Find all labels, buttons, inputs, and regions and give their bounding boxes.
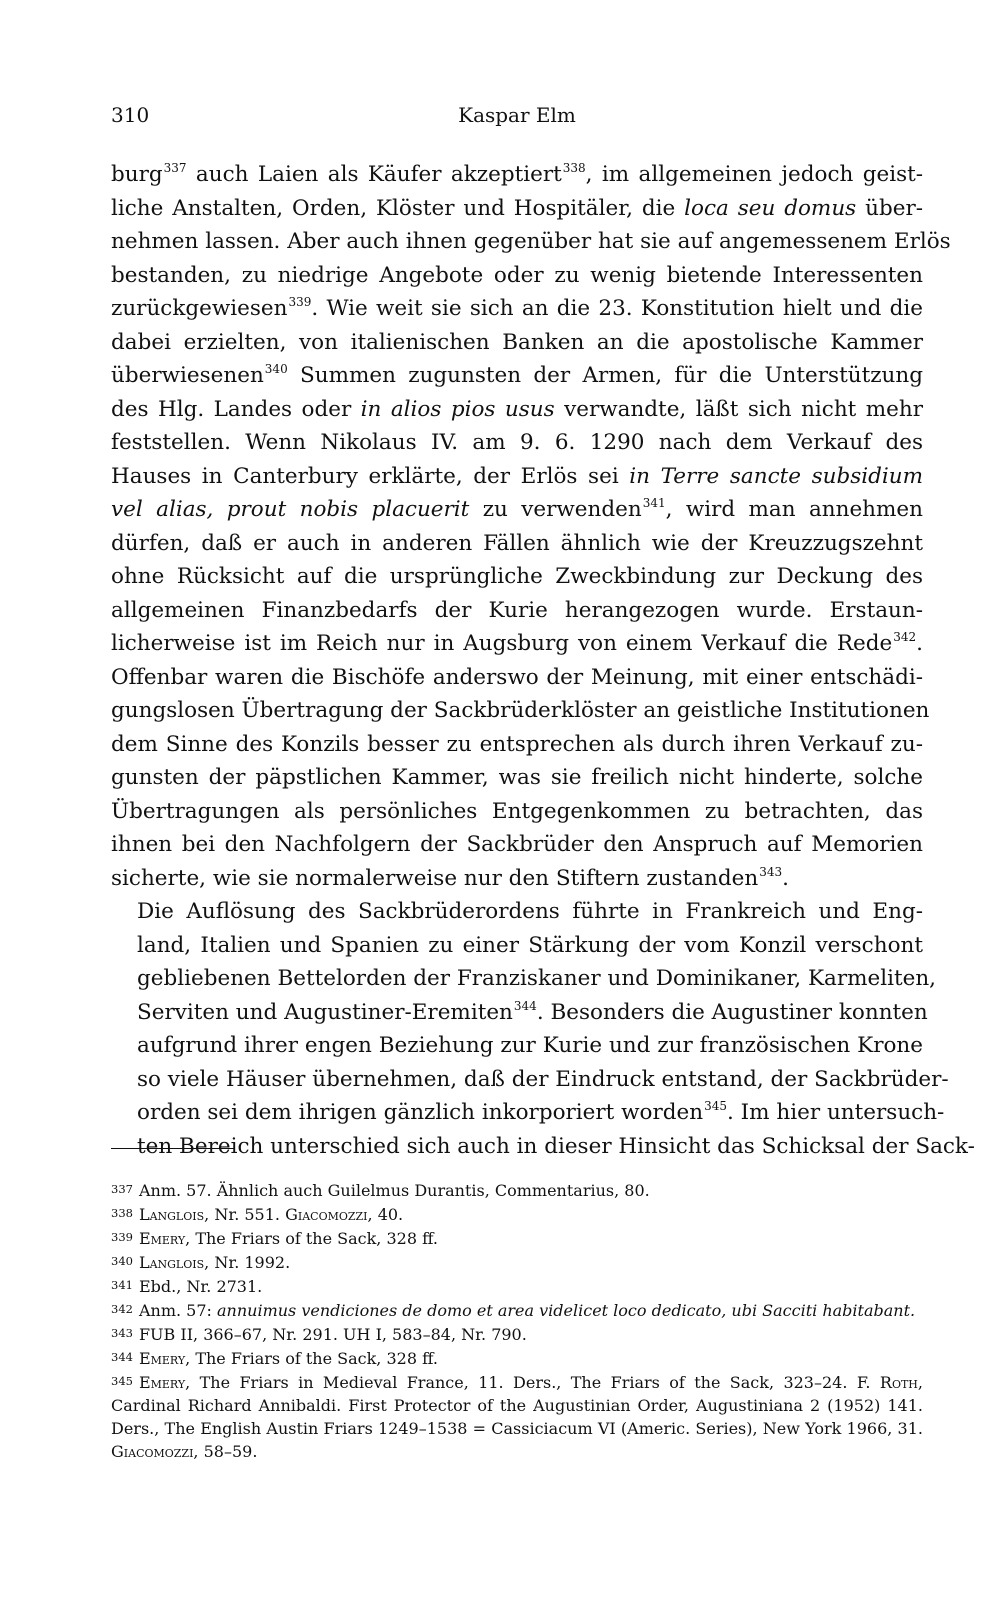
footnote-number: 343	[111, 1326, 133, 1340]
footnote-number: 338	[111, 1206, 133, 1220]
text-run: zu verwenden	[469, 497, 642, 522]
italic-text: annuimus vendiciones de domo et area videlicet loco dedicato, ubi Sacciti habitabant.	[217, 1301, 916, 1320]
footnote-reference[interactable]: 344	[513, 998, 537, 1013]
running-title: Kaspar Elm	[458, 103, 576, 127]
text-line	[111, 326, 923, 360]
text-run: , 58–59.	[193, 1442, 258, 1461]
footnote-separator	[111, 1148, 235, 1149]
footnote-reference[interactable]: 341	[642, 496, 666, 510]
footnote-345	[111, 1370, 923, 1463]
text-run: , Nr. 1992.	[204, 1253, 291, 1272]
text-line	[111, 862, 923, 896]
text-run: dem Sinne des Konzils besser zu entsprechen als durch ihren Verkauf zu-	[111, 731, 923, 757]
text-run: , The Friars of the Sack, 328 ff.	[185, 1229, 438, 1248]
text-run: . Besonders die Augustiner konnten	[536, 999, 928, 1025]
text-line	[111, 225, 951, 259]
italic-text: loca seu domus	[684, 195, 857, 221]
text-line	[111, 694, 930, 728]
text-run: .	[782, 865, 789, 891]
footnote-339	[111, 1226, 923, 1250]
text-line	[111, 929, 923, 963]
text-run: sicherte, wie sie normalerweise nur den Stiftern zustanden	[111, 865, 759, 891]
text-line	[111, 795, 923, 829]
footnote-reference[interactable]: 342	[893, 630, 917, 644]
text-run: verwandte, läßt sich nicht mehr	[554, 396, 923, 422]
author-name: Emery	[138, 1229, 186, 1248]
footnote-reference[interactable]: 343	[759, 864, 783, 879]
text-run: , Cardinal Richard Annibaldi. First Protector of the Augustinian Order, Augustiniana 2 (1952) 141. Ders., The English Austin Friars 1249–1538 = Cassiciacum VI (Americ. Series), New York 1966, 31.	[111, 1373, 923, 1438]
text-run: orden sei dem ihrigen gänzlich inkorporiert worden	[137, 1100, 704, 1125]
text-run: FUB II, 366–67, Nr. 291. UH I, 583–84, Nr. 790.	[138, 1325, 527, 1344]
text-run: Summen zugunsten der Armen, für die Unterstützung	[287, 363, 923, 388]
footnote-343	[111, 1322, 923, 1346]
footnote-reference[interactable]: 338	[562, 161, 586, 175]
text-run: Ebd., Nr. 2731.	[138, 1277, 263, 1296]
text-run: ihnen bei den Nachfolgern der Sackbrüder den Anspruch auf Memorien	[111, 832, 923, 857]
text-line	[111, 1130, 975, 1164]
footnote-337	[111, 1178, 923, 1202]
text-run: aufgrund ihrer engen Beziehung zur Kurie und zur französischen Krone	[137, 1033, 923, 1058]
italic-text: in alios pios usus	[360, 396, 555, 422]
text-line	[111, 460, 923, 494]
text-run: Offenbar waren die Bischöfe anderswo der Meinung, mit einer entschädi-	[111, 664, 923, 690]
text-run: burg	[111, 162, 163, 187]
text-line	[111, 560, 923, 594]
text-run: liche Anstalten, Orden, Klöster und Hospitäler, die	[111, 195, 685, 221]
text-run: nehmen lassen. Aber auch ihnen gegenüber hat sie auf angemessenem Erlös	[111, 229, 951, 254]
text-line	[111, 359, 923, 393]
footnote-number: 342	[111, 1302, 133, 1316]
text-run: , The Friars of the Sack, 328 ff.	[185, 1349, 438, 1368]
text-line	[111, 493, 923, 527]
text-run: des Hlg. Landes oder	[111, 396, 361, 422]
text-line	[111, 895, 923, 929]
footnote-340	[111, 1250, 923, 1274]
text-run: Die Auflösung des Sackbrüderordens führte in Frankreich und Eng-	[137, 899, 923, 924]
text-line	[111, 962, 937, 996]
footnote-number: 339	[111, 1230, 133, 1244]
text-run: , 40.	[367, 1205, 404, 1224]
paragraph-2	[111, 895, 975, 1163]
text-line	[111, 728, 923, 762]
text-run: ten Bereich unterschied sich auch in dieser Hinsicht das Schicksal der Sack-	[137, 1133, 975, 1159]
italic-text: in Terre sancte subsidium	[629, 463, 923, 489]
text-run: . Wie weit sie sich an die 23. Konstitution hielt und die	[311, 296, 923, 321]
author-name: Giacomozzi	[111, 1442, 194, 1461]
text-line	[111, 527, 923, 561]
text-run: Übertragungen als persönliches Entgegenkommen zu betrachten, das	[111, 798, 923, 824]
text-line	[111, 1096, 945, 1130]
text-run: licherweise ist im Reich nur in Augsburg von einem Verkauf die Rede	[111, 631, 893, 656]
text-line	[111, 158, 923, 192]
text-run: gebliebenen Bettelorden der Franziskaner und Dominikaner, Karmeliten,	[137, 966, 937, 991]
text-run: über-	[856, 195, 923, 221]
text-line	[111, 1063, 949, 1097]
footnotes	[111, 1178, 923, 1463]
text-run: bestanden, zu niedrige Angebote oder zu wenig bietende Interessenten	[111, 262, 923, 288]
text-line	[111, 259, 923, 293]
italic-text: vel alias, prout nobis placuerit	[111, 497, 470, 522]
footnote-341	[111, 1274, 923, 1298]
text-line	[111, 292, 923, 326]
text-run: , Nr. 551.	[204, 1205, 286, 1224]
text-line	[111, 1029, 923, 1063]
footnote-reference[interactable]: 340	[264, 362, 288, 376]
text-run: dabei erzielten, von italienischen Banken an die apostolische Kammer	[111, 329, 923, 355]
text-run: land, Italien und Spanien zu einer Stärkung der vom Konzil verschont	[137, 932, 923, 958]
author-name: Emery	[138, 1373, 186, 1392]
author-name: Emery	[138, 1349, 186, 1368]
text-run: so viele Häuser übernehmen, daß der Eindruck entstand, der Sackbrüder-	[137, 1066, 949, 1092]
text-run: .	[916, 631, 923, 656]
footnote-reference[interactable]: 345	[704, 1099, 728, 1113]
footnote-344	[111, 1346, 923, 1370]
text-run: feststellen. Wenn Nikolaus IV. am 9. 6. 1290 nach dem Verkauf des	[111, 430, 923, 455]
text-run: überwiesenen	[111, 363, 264, 388]
footnote-number: 344	[111, 1350, 133, 1364]
text-run: , wird man annehmen	[665, 497, 923, 522]
footnote-number: 341	[111, 1278, 133, 1292]
text-run: Serviten und Augustiner-Eremiten	[137, 999, 513, 1025]
footnote-reference[interactable]: 337	[163, 161, 187, 175]
text-run: dürfen, daß er auch in anderen Fällen ähnlich wie der Kreuzzugszehnt	[111, 530, 923, 556]
page-number: 310	[111, 103, 150, 127]
footnote-342	[111, 1298, 923, 1322]
text-run: allgemeinen Finanzbedarfs der Kurie herangezogen wurde. Erstaun-	[111, 597, 923, 623]
text-run: zurückgewiesen	[111, 296, 288, 321]
text-line	[111, 661, 923, 695]
running-head	[111, 103, 923, 133]
footnote-number: 337	[111, 1182, 133, 1196]
paragraph-1	[111, 158, 951, 895]
text-line	[111, 594, 923, 628]
author-name: Langlois	[138, 1253, 205, 1272]
text-run: , im allgemeinen jedoch geist-	[585, 162, 924, 187]
author-name: Langlois	[138, 1205, 205, 1224]
text-run: Hauses in Canterbury erklärte, der Erlös sei	[111, 463, 630, 489]
author-name: Giacomozzi	[285, 1205, 368, 1224]
text-run: gunsten der päpstlichen Kammer, was sie freilich nicht hinderte, solche	[111, 765, 923, 790]
text-line	[111, 761, 923, 795]
text-line	[111, 393, 923, 427]
text-run: Anm. 57:	[138, 1301, 217, 1320]
body-text	[111, 158, 975, 1163]
text-run: Anm. 57. Ähnlich auch Guilelmus Durantis, Commentarius, 80.	[138, 1181, 650, 1200]
author-name: Roth	[879, 1373, 918, 1392]
text-line	[111, 627, 923, 661]
text-line	[111, 426, 923, 460]
text-run: ohne Rücksicht auf die ursprüngliche Zweckbindung zur Deckung des	[111, 564, 923, 589]
text-line	[111, 996, 928, 1030]
footnote-reference[interactable]: 339	[288, 295, 312, 309]
text-run: auch Laien als Käufer akzeptiert	[186, 162, 562, 187]
text-line	[111, 828, 923, 862]
footnote-number: 340	[111, 1254, 133, 1268]
text-run: , The Friars in Medieval France, 11. Ders., The Friars of the Sack, 323–24. F.	[185, 1373, 880, 1392]
text-run: . Im hier untersuch-	[727, 1100, 945, 1125]
text-line	[111, 192, 923, 226]
footnote-338	[111, 1202, 923, 1226]
text-run: gungslosen Übertragung der Sackbrüderklöster an geistliche Institutionen	[111, 698, 930, 723]
footnote-number: 345	[111, 1374, 133, 1388]
